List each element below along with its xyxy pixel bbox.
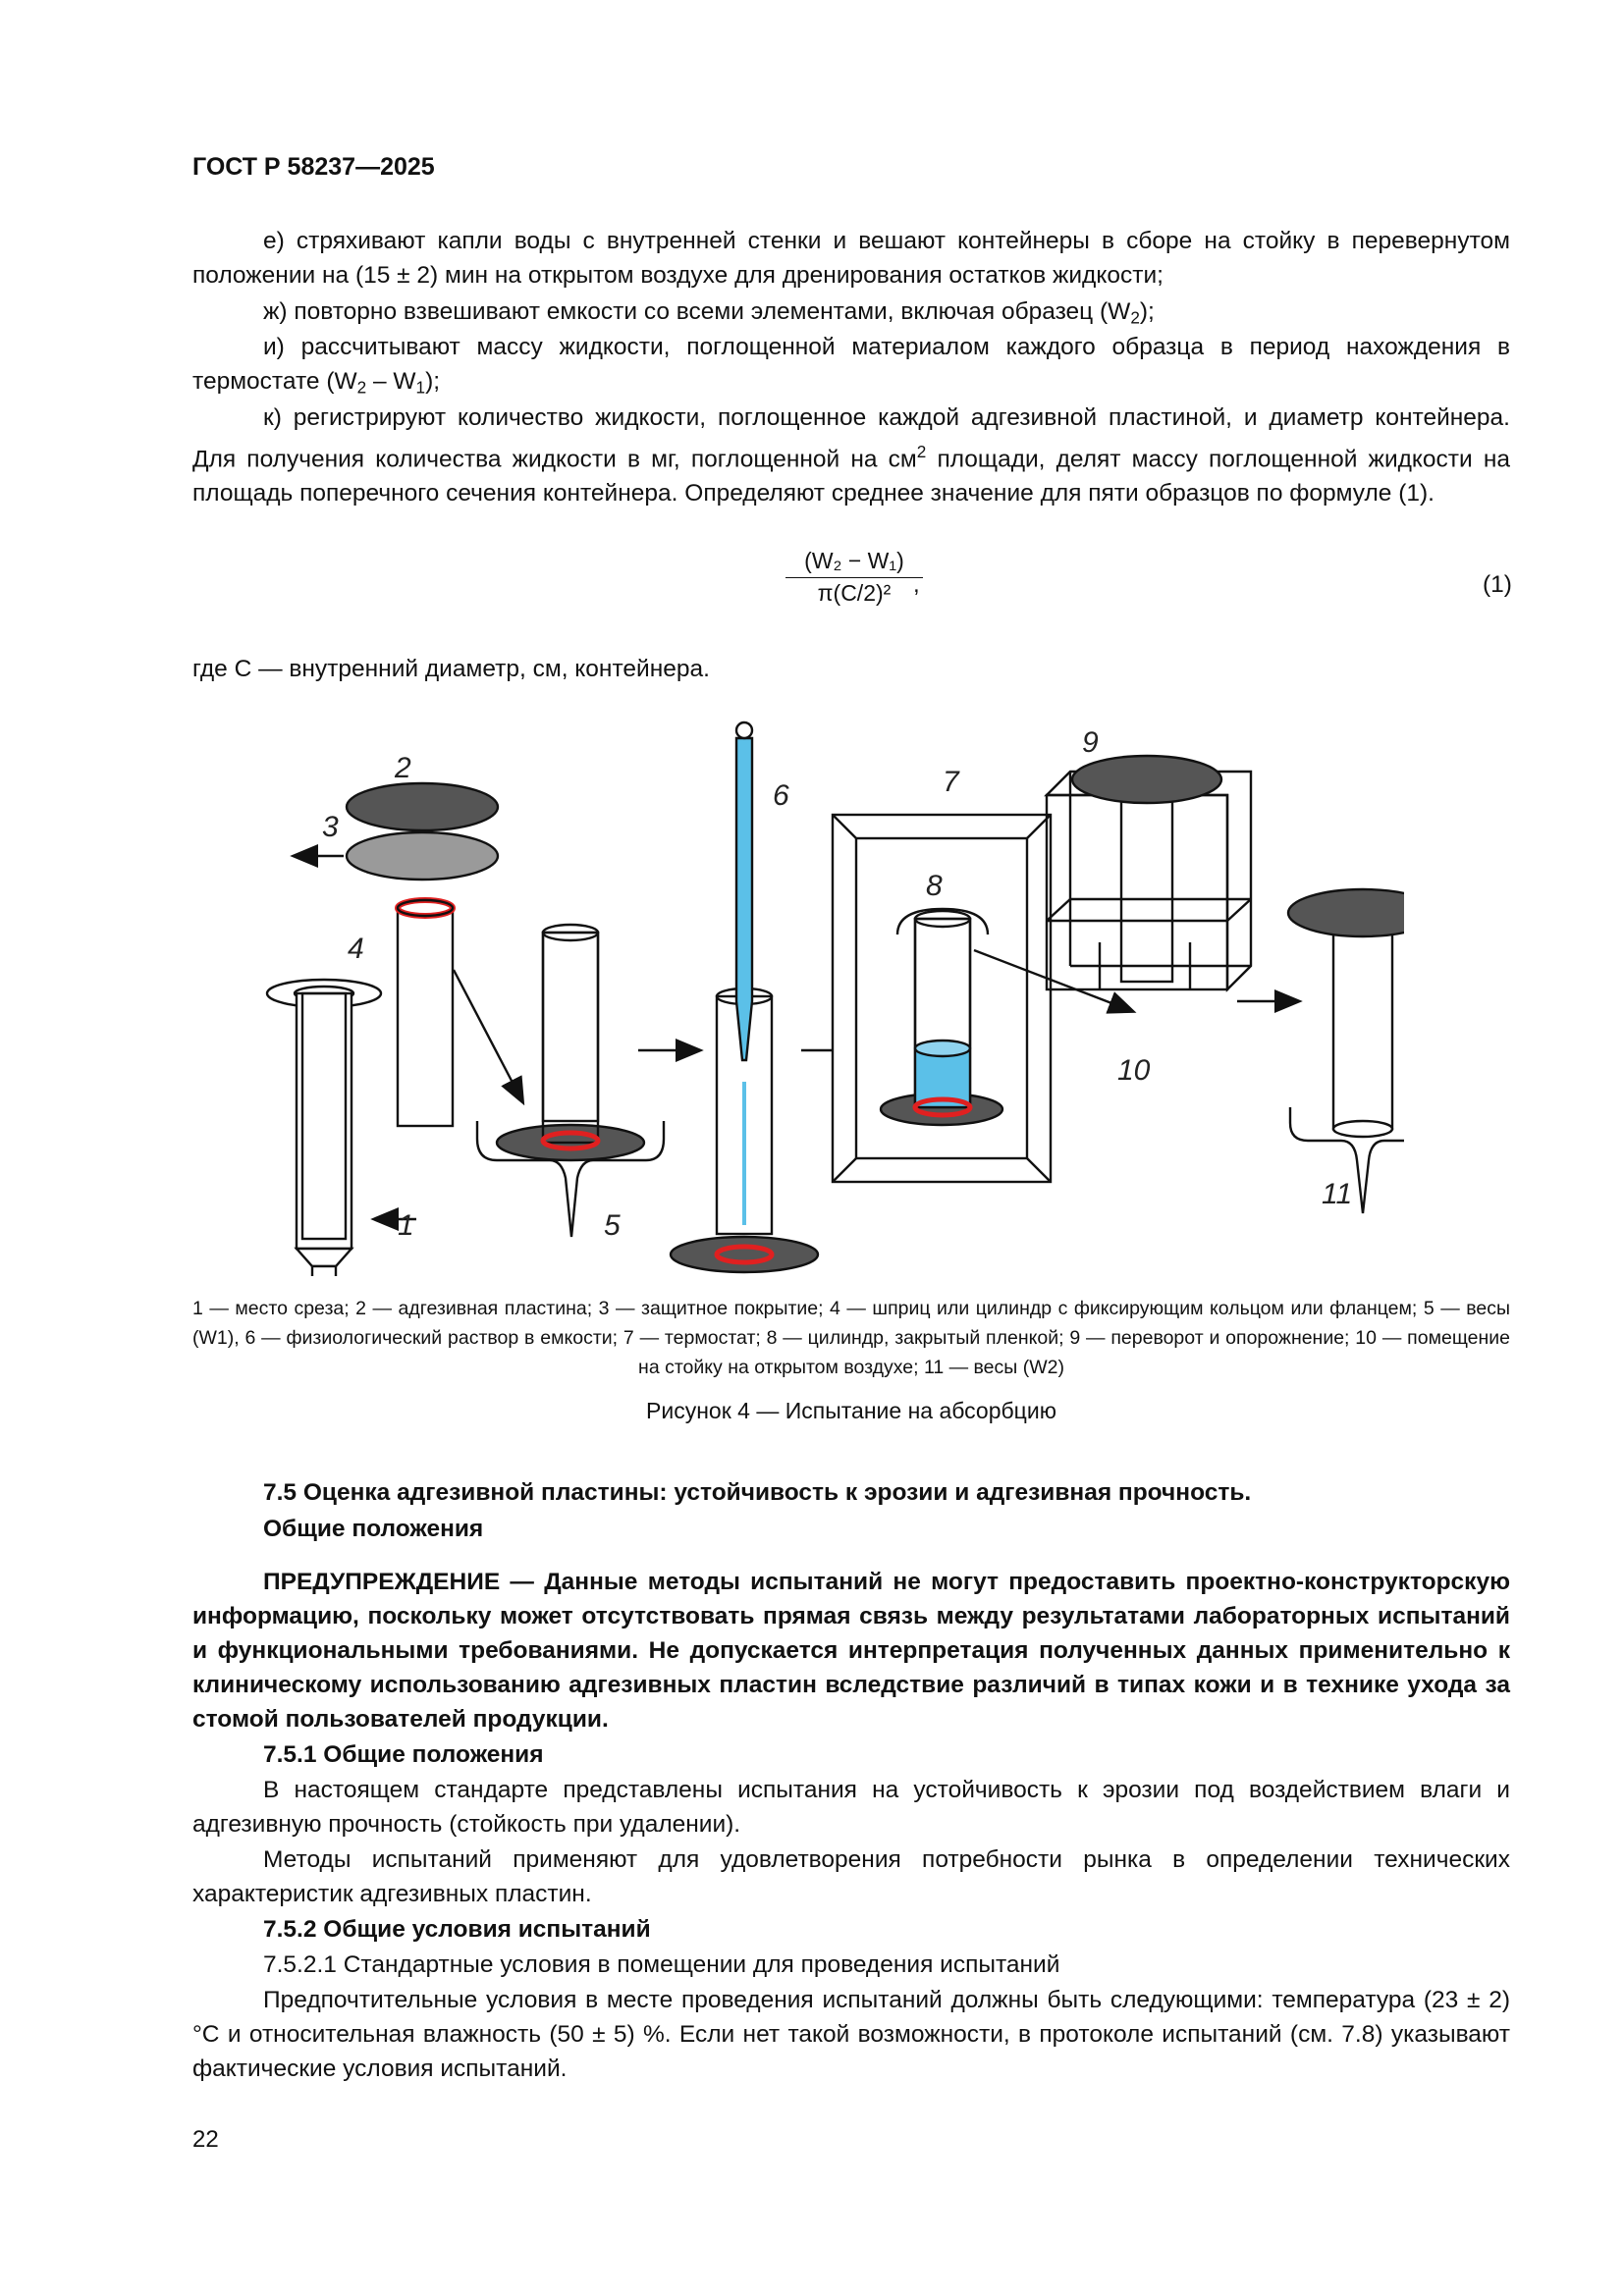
paragraph-k: к) регистрируют количество жидкости, поглощенное каждой адгезивной пластиной, и диаметр контейнера. Для получения количества жидкости в мг, поглощенной на $см^2$ площади, делят массу поглощенной жидкости на площадь поперечного сечения контейнера. Определяют среднее значение для пяти образцов по формуле (1). bbox=[192, 404, 1510, 507]
syringe-body bbox=[297, 993, 352, 1249]
label-4: 4 bbox=[348, 933, 364, 965]
inverted-plate bbox=[1072, 756, 1221, 803]
heading-7-5: 7.5 Оценка адгезивной пластины: устойчивость к эрозии и адгезивная прочность. Общие положения bbox=[263, 1479, 1252, 1542]
label-6: 6 bbox=[773, 779, 789, 812]
label-11: 11 bbox=[1322, 1178, 1353, 1210]
protective-cover bbox=[347, 832, 498, 880]
label-3: 3 bbox=[322, 811, 339, 843]
formula-trail: , bbox=[913, 571, 920, 598]
cylinder-on-balance bbox=[543, 933, 598, 1121]
figure-caption: 1 — место среза; 2 — адгезивная пластина; 3 — защитное покрытие; 4 — шприц или цилиндр с фиксирующим кольцом или фланцем; 5 — весы (W1), 6 — физиологический раствор в емкости; 7 — термостат; 8 — цилиндр, закрытый пленкой; 9 — переворот и опорожнение; 10 — помещение на стойку на открытом воздухе; 11 — весы (W2) bbox=[192, 1298, 1510, 1378]
formula-numerator: (W₂ − W₁) bbox=[785, 548, 923, 578]
pipette bbox=[736, 738, 752, 1060]
label-1: 1 bbox=[398, 1209, 414, 1242]
figure-title: Рисунок 4 — Испытание на абсорбцию bbox=[646, 1398, 1056, 1423]
document-header: ГОСТ Р 58237—2025 bbox=[192, 153, 435, 181]
label-10: 10 bbox=[1117, 1054, 1151, 1087]
page-number: 22 bbox=[192, 2126, 219, 2153]
final-plate bbox=[1288, 889, 1404, 936]
heading-7-5-1: 7.5.1 Общие положения bbox=[263, 1741, 544, 1768]
label-7: 7 bbox=[943, 766, 959, 798]
label-9: 9 bbox=[1082, 726, 1099, 759]
syringe-cylinder bbox=[398, 908, 453, 1126]
paragraph-where: где C — внутренний диаметр, см, контейнера. bbox=[192, 656, 710, 682]
final-cylinder bbox=[1333, 921, 1392, 1129]
paragraph-zh: ж) повторно взвешивают емкости со всеми элементами, включая образец $(W_2)$; bbox=[263, 298, 1155, 328]
warning-paragraph: ПРЕДУПРЕЖДЕНИЕ — Данные методы испытаний не могут предоставить проектно-конструкторскую информацию, поскольку может отсутствовать прямая связь между результатами лабораторных испытаний и функциональными требованиями. Не допускается интерпретация полученных данных применительно к клиническому использованию адгезивных пластин вследствие различий в типах кожи и в технике ухода за стомой пользователей продукции. bbox=[192, 1569, 1510, 1733]
adhesive-plate bbox=[347, 783, 498, 830]
formula-1 bbox=[785, 548, 923, 607]
label-2: 2 bbox=[395, 752, 411, 784]
paragraph-i: и) рассчитывают массу жидкости, поглощенной материалом каждого образца в период нахождения в термостате $(W_2 - W_1)$; bbox=[192, 334, 1510, 398]
solution-plate bbox=[671, 1237, 818, 1272]
label-5: 5 bbox=[604, 1209, 621, 1242]
paragraph-e: е) стряхивают капли воды с внутренней стенки и вешают контейнеры в сборе на стойку в перевернутом положении на (15 ± 2) мин на открытом воздухе для дренирования остатков жидкости; bbox=[192, 228, 1510, 289]
paragraph-7-5-1-a: В настоящем стандарте представлены испытания на устойчивость к эрозии под воздействием влаги и адгезивную прочность (стойкость при удалении). bbox=[192, 1777, 1510, 1838]
absorption-test-figure bbox=[245, 717, 1404, 1276]
heading-7-5-2: 7.5.2 Общие условия испытаний bbox=[263, 1916, 651, 1943]
formula-denominator: π(C/2)² bbox=[817, 580, 892, 606]
drying-rack bbox=[1047, 795, 1227, 989]
paragraph-7-5-2-1: 7.5.2.1 Стандартные условия в помещении для проведения испытаний bbox=[263, 1951, 1060, 1978]
equation-number: (1) bbox=[1483, 571, 1512, 598]
paragraph-7-5-2-1-b: Предпочтительные условия в месте проведения испытаний должны быть следующими: температура (23 ± 2) °С и относительная влажность (50 ± 5) %. Если нет такой возможности, в протоколе испытаний (см. 7.8) указывают фактические условия испытаний. bbox=[192, 1987, 1510, 2082]
paragraph-7-5-1-b: Методы испытаний применяют для удовлетворения потребности рынка в определении технических характеристик адгезивных пластин. bbox=[192, 1846, 1510, 1907]
label-8: 8 bbox=[926, 870, 943, 902]
